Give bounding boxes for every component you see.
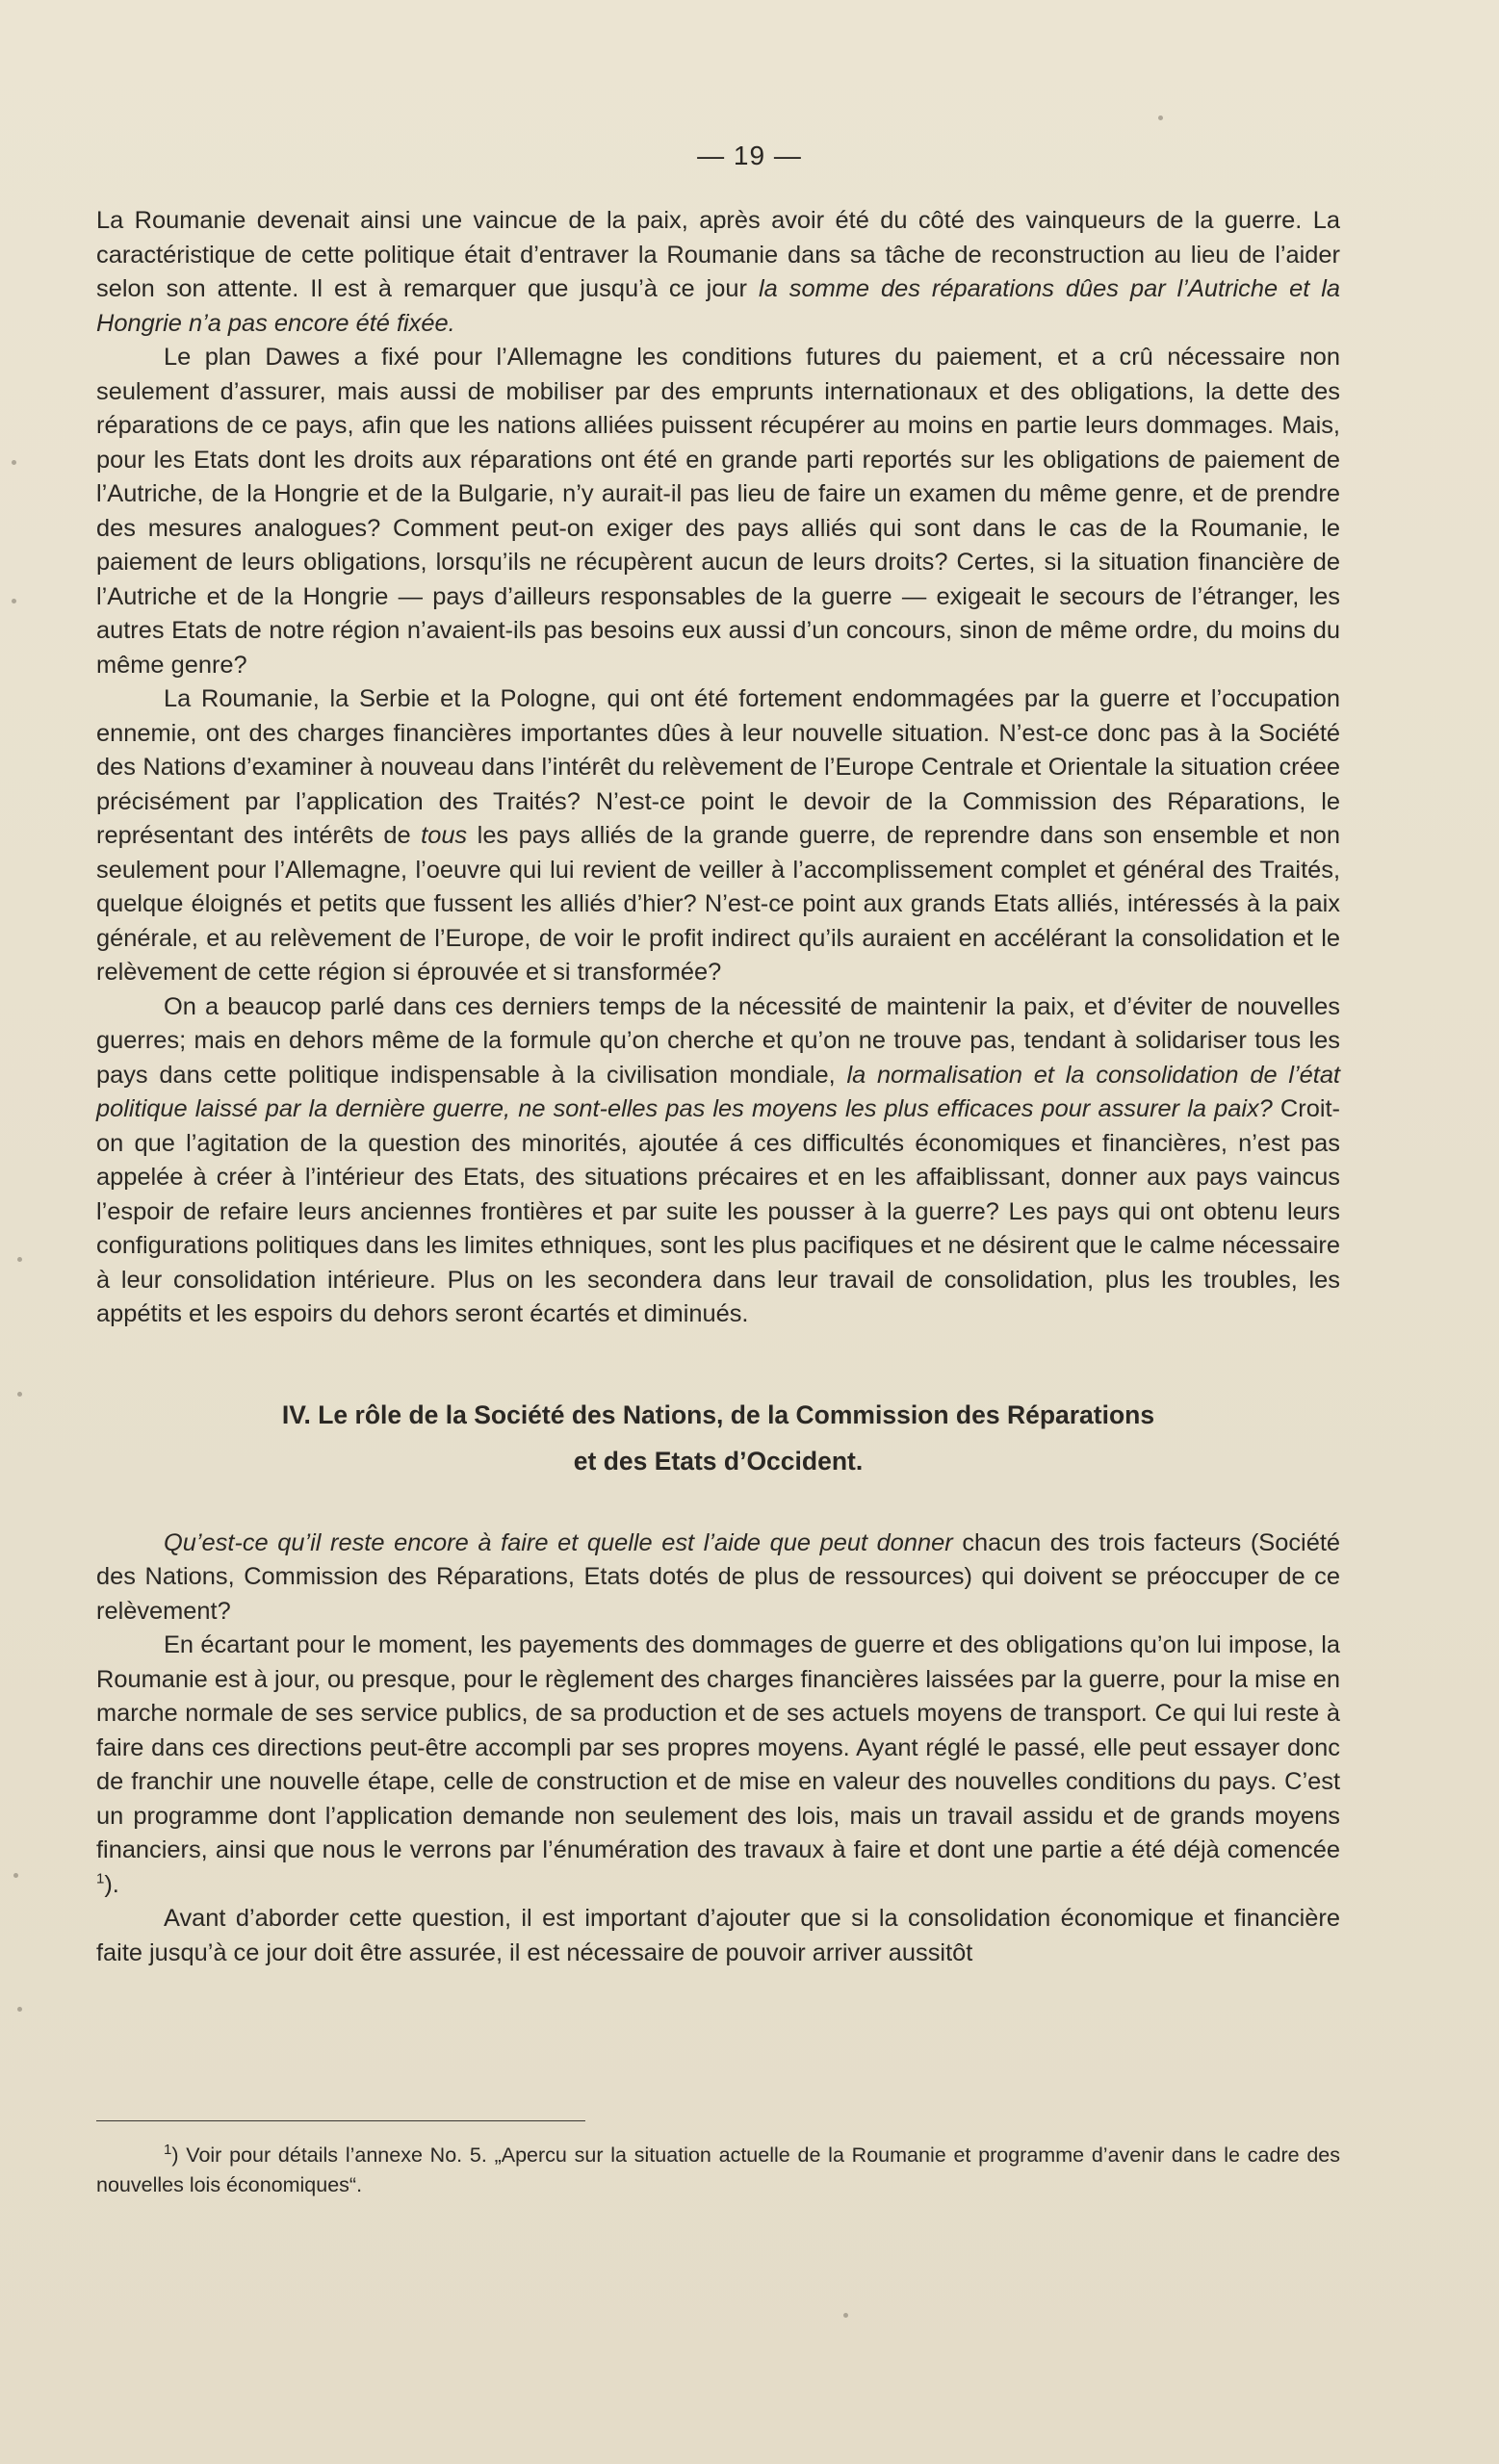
scan-speck: [17, 2007, 22, 2012]
paragraph-2: Le plan Dawes a fixé pour l’Allemagne les conditions futures du paiement, et a crû nécessaire non seulement d’assurer, mais aussi de mobiliser par des emprunts internationaux et des obligations, la dette des réparations de ce pays, afin que les nations alliées puissent récupérer au moins en partie leurs dommages. Mais, pour les Etats dont les droits aux réparations ont été en grande parti reportés sur les obligations de paiement de l’Autriche, de la Hongrie et de la Bulgarie, n’y aurait-il pas lieu de faire un examen du même genre, et de prendre des mesures analogues? Comment peut-on exiger des pays alliés qui sont dans le cas de la Roumanie, le paiement de leurs obligations, lorsqu’ils ne récupèrent aucun de leurs droits? Certes, si la situation financière de l’Autriche et de la Hongrie — pays d’ailleurs responsables de la guerre — exigeait le secours de l’étranger, les autres Etats de notre région n’avaient-ils pas besoins eux aussi d’un concours, sinon de même ordre, du moins du même genre?: [96, 344, 1340, 679]
paragraph-1: La Roumanie devenait ainsi une vaincue de la paix, après avoir été du côté des vainqueurs de la guerre. La caractéristique de cette politique était d’entraver la Roumanie dans sa tâche de reconstruction au lieu de l’aider selon son attente. Il est à remarquer que jusqu’à ce jour la somme des réparations dûes par l’Autriche et la Hongrie n’a pas encore été fixée.: [96, 207, 1341, 337]
body-text: [96, 204, 1340, 1970]
footnote: $^1$) Voir pour détails l’annexe No. 5. „Apercu sur la situation actuelle de la Roumanie et programme d’avenir dans le cadre des nouvelles lois économiques“.: [96, 2141, 1340, 2196]
footnote-text: Voir pour détails l’annexe No. 5. „Apercu sur la situation actuelle de la Roumanie et programme d’avenir dans le cadre des nouvelles lois économiques“.: [96, 2143, 1340, 2196]
section-heading: [96, 1392, 1340, 1484]
emphasis-text: la somme des réparations dûes par l’Autriche et la Hongrie n’a pas encore été fixée.: [96, 275, 1341, 337]
scan-speck: [13, 1873, 18, 1878]
paragraph-6: En écartant pour le moment, les payements des dommages de guerre et des obligations qu’on lui impose, la Roumanie est à jour, ou presque, pour le règlement des charges financières laissées par la guerre, pour la mise en marche normale de ses service publics, de sa production et de ses actuels moyens de transport. Ce qui lui reste à faire dans ces directions peut-être accompli par ses propres moyens. Ayant réglé le passé, elle peut essayer donc de franchir une nouvelle étape, celle de construction et de mise en valeur des nouvelles conditions du pays. C’est un programme dont l’application demande non seulement des lois, mais un travail assidu et de grands moyens financiers, ainsi que nous le verrons par l’énumération des travaux à faire et dont une partie a été déjà comencée $^1$).: [96, 1631, 1340, 1898]
paragraph-5: Qu’est-ce qu’il reste encore à faire et quelle est l’aide que peut donner chacun des trois facteurs (Société des Nations, Commission des Réparations, Etats dotés de plus de ressources) qui doivent se préoccuper de ce relèvement?: [96, 1528, 1340, 1625]
scan-speck: [12, 599, 16, 603]
emphasis-text: tous: [421, 822, 468, 849]
scan-speck: [1158, 116, 1163, 120]
footnote-reference: 1: [96, 1870, 105, 1887]
section-heading-line-1: IV. Le rôle de la Société des Nations, de la Commission des Réparations: [281, 1399, 1155, 1429]
footnote-marker: 1: [164, 2141, 172, 2158]
paragraph-3: La Roumanie, la Serbie et la Pologne, qui ont été fortement endommagées par la guerre et l’occupation ennemie, ont des charges financières importantes dûes à leur nouvelle situation. N’est-ce donc pas à la Société des Nations d’examiner à nouveau dans l’intérêt du relèvement de l’Europe Centrale et Orientale la situation créee précisément par l’application des Traités? N’est-ce point le devoir de la Commission des Réparations, le représentant des intérêts de tous les pays alliés de la grande guerre, de reprendre dans son ensemble et non seulement pour l’Allemagne, l’oeuvre qui lui revient de veiller à l’accomplissement complet et général des Traités, quelque éloignés et petits que fussent les alliés d’hier? N’est-ce point aux grands Etats alliés, intéressés à la paix générale, et au relèvement de l’Europe, de voir le profit indirect qu’ils auraient en accélérant la consolidation et le relèvement de cette région si éprouvée et si transformée?: [96, 685, 1340, 986]
scan-speck: [12, 460, 16, 465]
footnote-divider: [96, 2120, 585, 2121]
emphasis-text: Qu’est-ce qu’il reste encore à faire et quelle est l’aide que peut donner: [164, 1528, 953, 1556]
paragraph-4: On a beaucop parlé dans ces derniers temps de la nécessité de maintenir la paix, et d’éviter de nouvelles guerres; mais en dehors même de la formule qu’on cherche et qu’on ne trouve pas, tendant à solidariser tous les pays dans cette politique indispensable à la civilisation mondiale, la normalisation et la consolidation de l’état politique laissé par la dernière guerre, ne sont-elles pas les moyens les plus efficaces pour assurer la paix? Croit-on que l’agitation de la question des minorités, ajoutée á ces difficultés économiques et financières, n’est pas appelée à créer à l’intérieur des Etats, des situations précaires et en les affaiblissant, donner aux pays vaincus l’espoir de refaire leurs anciennes frontières et par suite les pousser à la guerre? Les pays qui ont obtenu leurs configurations politiques dans les limites ethniques, sont les plus pacifiques et ne désirent que le calme nécessaire à leur consolidation intérieure. Plus on les secondera dans leur travail de consolidation, plus les troubles, les appétits et les espoirs du dehors seront écartés et diminués.: [96, 992, 1340, 1327]
scan-speck: [17, 1257, 22, 1262]
scan-speck: [17, 1392, 22, 1397]
page-number: — 19 —: [697, 141, 802, 170]
scan-speck: [843, 2313, 848, 2318]
paragraph-7: Avant d’aborder cette question, il est important d’ajouter que si la consolidation économique et financière faite jusqu’à ce jour doit être assurée, il est nécessaire de pouvoir arriver aussitôt: [96, 1905, 1340, 1966]
section-heading-line-2: et des Etats d’Occident.: [573, 1446, 864, 1476]
emphasis-text: la normalisation et la consolidation de l’état politique laissé par la dernière guerre, ne sont-elles pas les moyens les plus efficaces pour assurer la paix?: [96, 1061, 1340, 1122]
